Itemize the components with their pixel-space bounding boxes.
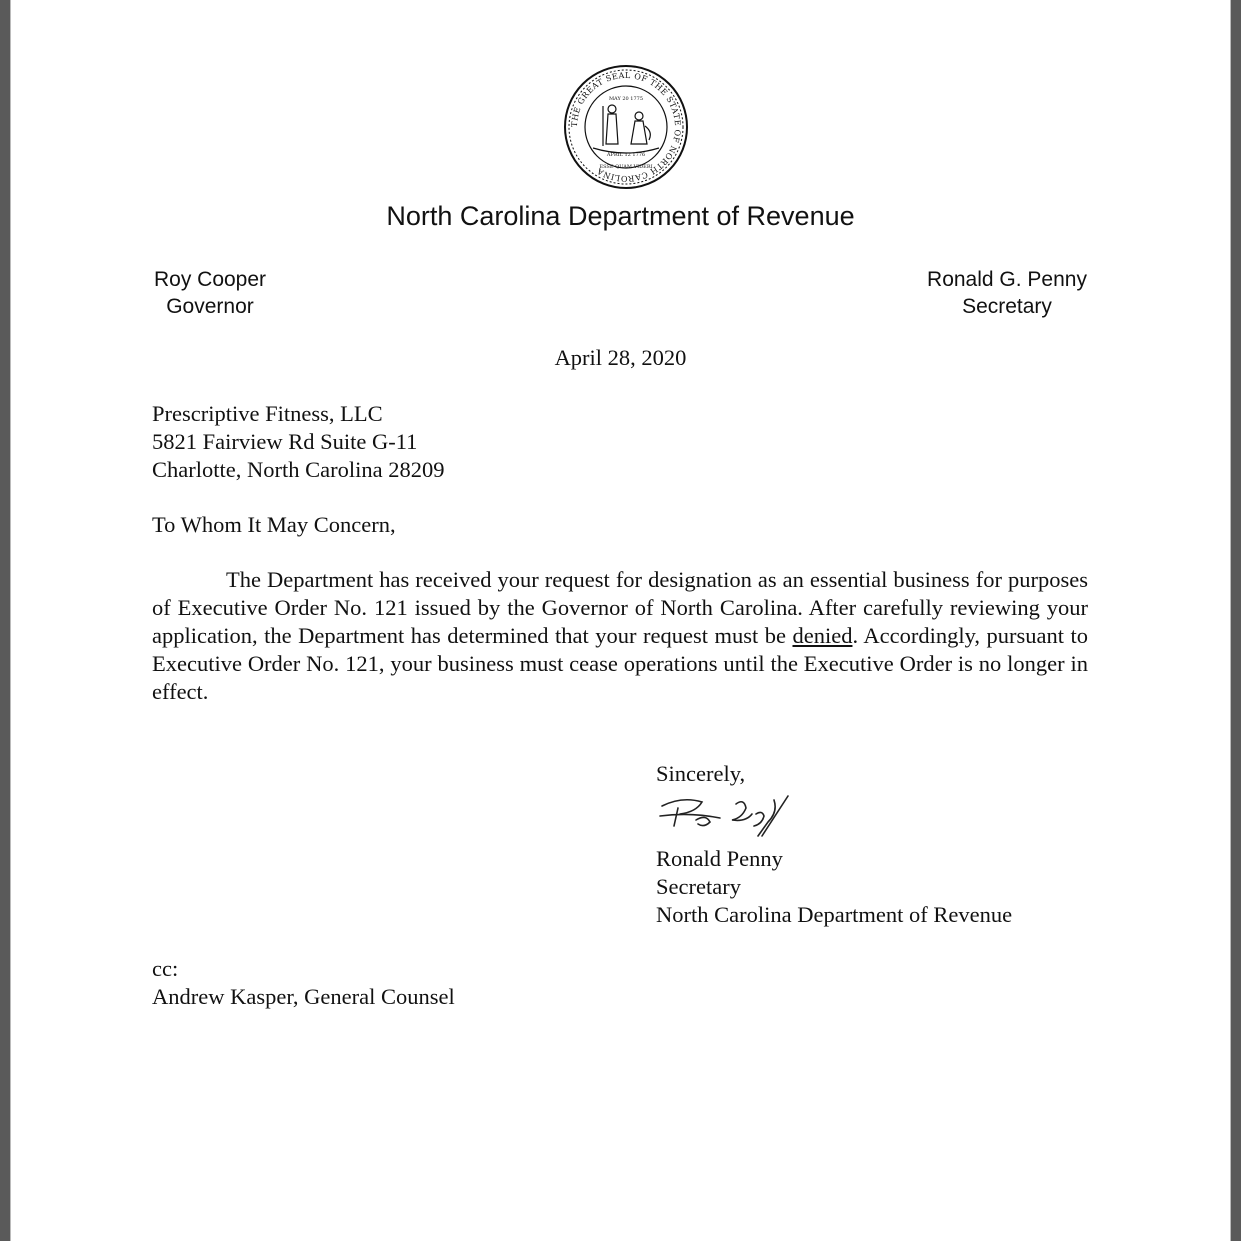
body-text-denied: denied	[792, 623, 853, 648]
secretary-title: Secretary	[962, 295, 1052, 318]
cc-block	[152, 955, 455, 1011]
state-seal-icon	[563, 64, 689, 190]
body-text-start: The Department has received your request for designation as an essential business for purposes of Executive Order No. 121 issued by the Governor of North Carolina. After carefully reviewing your application, the Department has determined that your request must be	[152, 567, 1088, 648]
governor-block	[130, 266, 290, 320]
recipient-address	[152, 400, 444, 484]
recipient-street: 5821 Fairview Rd Suite G-11	[152, 429, 418, 454]
seal-date-top: MAY 20 1775	[608, 96, 644, 102]
salutation: To Whom It May Concern,	[152, 512, 396, 537]
governor-name: Roy Cooper	[153, 268, 267, 291]
signature-icon	[656, 790, 806, 848]
cc-recipient: Andrew Kasper, General Counsel	[152, 984, 455, 1009]
body-text-end: . Accordingly, pursuant to Executive Order No. 121, your business must cease operations until the Executive Order is no longer in effect.	[152, 623, 1088, 704]
secretary-name: Ronald G. Penny	[927, 268, 1087, 291]
recipient-name: Prescriptive Fitness, LLC	[152, 401, 383, 426]
letter-page	[10, 0, 1231, 1241]
seal-motto: ESSE QUAM VIDERI	[599, 164, 653, 170]
signer-name: Ronald Penny	[656, 846, 783, 871]
closing: Sincerely,	[656, 761, 746, 786]
department-title: North Carolina Department of Revenue	[386, 201, 855, 231]
cc-label: cc:	[152, 956, 179, 981]
letter-body	[152, 566, 1088, 706]
signer-title: Secretary	[656, 874, 741, 899]
signer-block	[656, 845, 1012, 929]
signer-organization: North Carolina Department of Revenue	[656, 902, 1013, 927]
governor-title: Governor	[166, 295, 254, 318]
secretary-block	[897, 266, 1117, 320]
recipient-city: Charlotte, North Carolina 28209	[152, 457, 445, 482]
seal-date-bottom: APRIL 12 1776	[606, 152, 646, 158]
seal-ring-text: THE GREAT SEAL OF THE STATE OF NORTH CAROLINA	[569, 70, 683, 184]
letter-date: April 28, 2020	[554, 345, 687, 370]
